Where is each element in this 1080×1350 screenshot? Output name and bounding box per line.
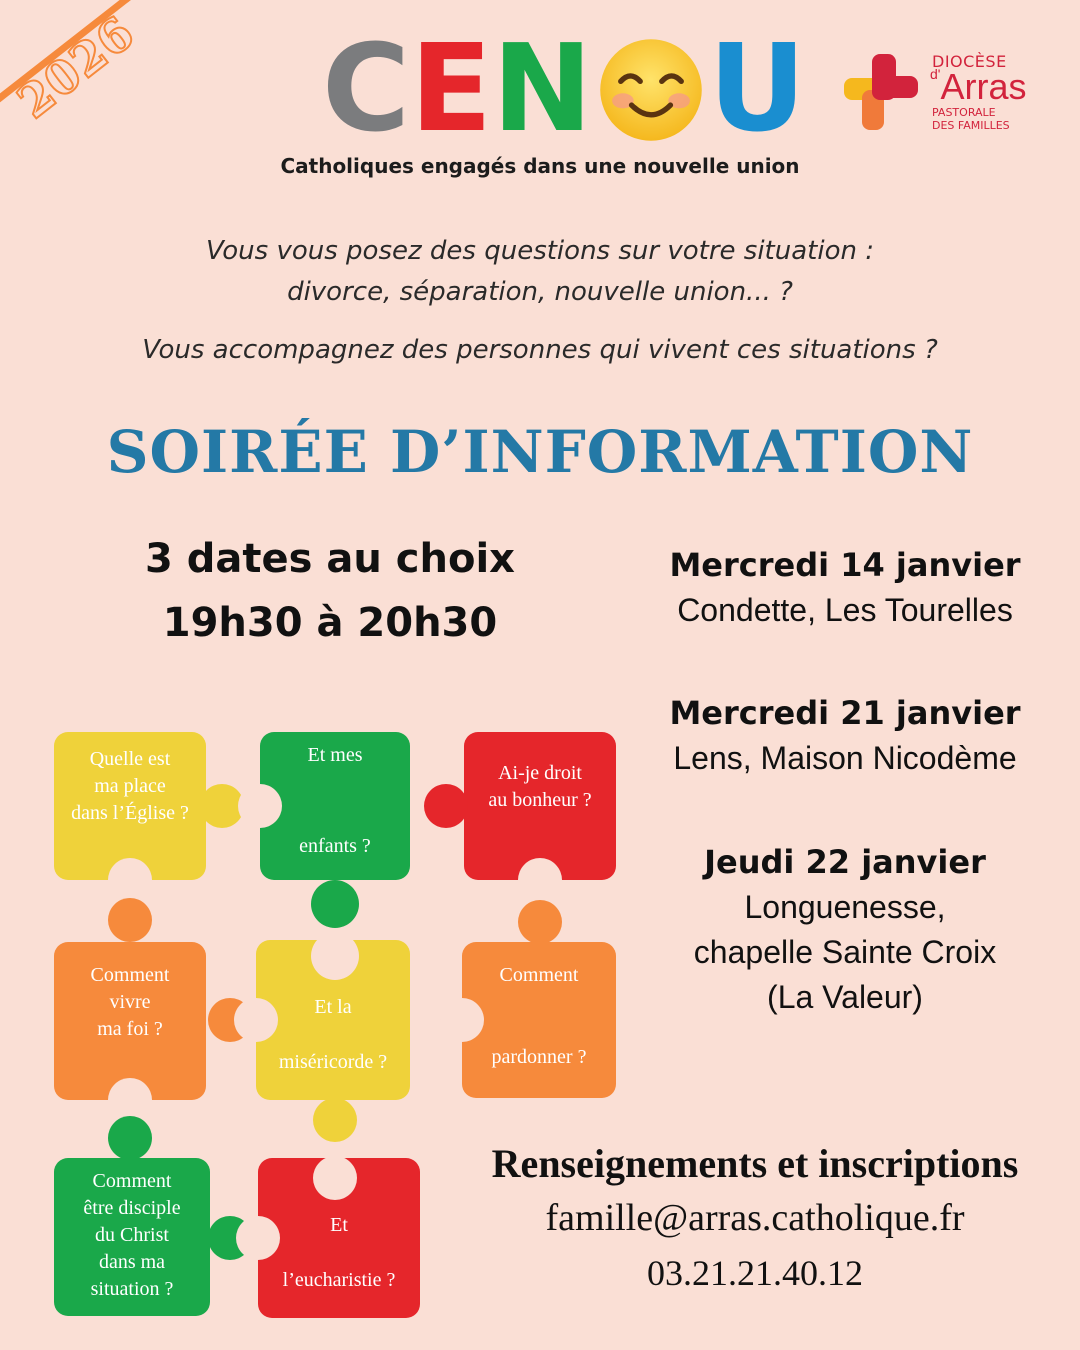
diocese-sub-2: DES FAMILLES bbox=[932, 119, 1010, 132]
smiling-face-icon bbox=[597, 36, 705, 144]
event-2-day: Mercredi 21 janvier bbox=[669, 694, 1021, 732]
question-line-1: Vous vous posez des questions sur votre situation : bbox=[206, 236, 874, 266]
logo-letter-n: N bbox=[492, 20, 593, 159]
puzzle-graphic bbox=[48, 728, 628, 1328]
puzzle-label-2: Et mes enfants ? bbox=[299, 744, 371, 857]
puzzle-label-8: Et l’eucharistie ? bbox=[282, 1214, 396, 1291]
event-1 bbox=[640, 546, 1050, 629]
logo-letter-e: E bbox=[410, 20, 493, 159]
page-title: SOIRÉE D’INFORMATION bbox=[106, 418, 974, 486]
puzzle-label-3: Ai-je droit au bonheur ? bbox=[488, 762, 592, 811]
diocese-sub-1: PASTORALE bbox=[932, 106, 996, 119]
event-1-place: Condette, Les Tourelles bbox=[677, 592, 1013, 628]
puzzle-label-1: Quelle est ma place dans l’Église ? bbox=[71, 748, 189, 824]
diocese-name bbox=[930, 66, 1026, 108]
diocese-top: DIOCÈSE bbox=[932, 52, 1007, 71]
diocese-arras: Arras bbox=[940, 66, 1027, 107]
diocese-subtitle bbox=[932, 106, 1010, 132]
puzzle-label-4: Comment vivre ma foi ? bbox=[90, 964, 170, 1040]
puzzle-label-5: Et la miséricorde ? bbox=[278, 996, 388, 1073]
event-3 bbox=[640, 843, 1050, 1016]
event-1-day: Mercredi 14 janvier bbox=[669, 546, 1021, 584]
diocese-cross-icon bbox=[842, 52, 922, 132]
contact-heading: Renseignements et inscriptions bbox=[491, 1141, 1019, 1186]
puzzle-piece-3 bbox=[424, 732, 616, 902]
logo-letter-u: U bbox=[708, 20, 806, 159]
cenou-logo bbox=[322, 20, 806, 159]
event-3-place-3: (La Valeur) bbox=[767, 979, 923, 1015]
event-3-place-1: Longuenesse, bbox=[744, 889, 946, 925]
logo-letter-c: C bbox=[322, 20, 411, 159]
tagline: Catholiques engagés dans une nouvelle union bbox=[280, 154, 800, 178]
year-label: 2026 bbox=[7, 5, 145, 129]
dates-time: 19h30 à 20h30 bbox=[162, 600, 498, 646]
dates-choice: 3 dates au choix bbox=[145, 536, 515, 582]
puzzle-label-7: Comment être disciple du Christ dans ma situation ? bbox=[83, 1170, 181, 1300]
event-2 bbox=[640, 694, 1050, 777]
question-line-2: divorce, séparation, nouvelle union... ? bbox=[287, 277, 793, 307]
contact-phone[interactable]: 03.21.21.40.12 bbox=[647, 1253, 863, 1293]
contact-email[interactable]: famille@arras.catholique.fr bbox=[545, 1197, 965, 1239]
event-3-day: Jeudi 22 janvier bbox=[704, 843, 986, 881]
event-3-place-2: chapelle Sainte Croix bbox=[693, 934, 997, 970]
event-2-place: Lens, Maison Nicodème bbox=[673, 740, 1017, 776]
diocese-d: d' bbox=[930, 66, 941, 82]
puzzle-label-6: Comment pardonner ? bbox=[491, 964, 587, 1068]
question-line-3: Vous accompagnez des personnes qui vivent ces situations ? bbox=[142, 335, 938, 365]
